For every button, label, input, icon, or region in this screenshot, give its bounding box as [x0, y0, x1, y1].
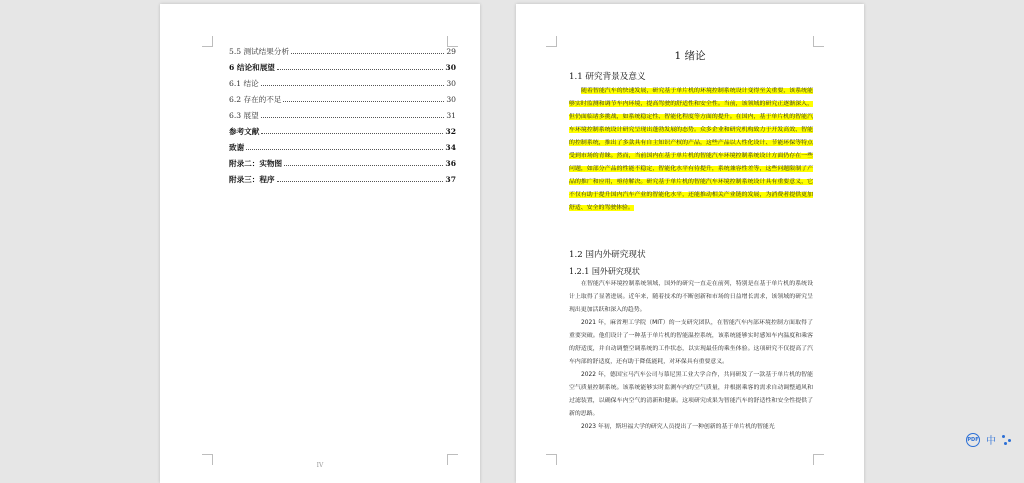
paragraph: 在智能汽车环境控制系统领域，国外的研究一直走在前列，特别是在基于单片机的系统设计上取得了显著进展。近年来，随着技术的不断创新和市场的日益增长需求，该领域的研究呈现出更加活跃和深入的趋势。	[569, 281, 813, 313]
paragraph: 2022 年，德国宝马汽车公司与慕尼黑工业大学合作，共同研发了一款基于单片机的智能空气质量控制系统。该系统能够实时监测车内的空气质量，并根据乘客的需求自动调整通风和过滤装置，以确保车内空气的清新和健康。这项研究成果为智能汽车的舒适性和安全性提供了新的思路。	[569, 372, 813, 417]
paragraph: 2023 年初，斯坦福大学的研究人员提出了一种创新的基于单片机的智能光	[581, 424, 775, 430]
toc-entry-title: 致谢	[229, 143, 245, 152]
page-corner-mark	[813, 454, 824, 465]
toc-entry-title: 6.3 展望	[229, 111, 259, 120]
page-corner-mark	[813, 36, 824, 47]
toc-entry-title: 6.2 存在的不足	[229, 95, 282, 104]
toc-entry[interactable]	[229, 62, 456, 78]
subsection-heading: 1.2.1 国外研究现状	[569, 267, 640, 276]
page-corner-mark	[202, 36, 213, 47]
toc-entry-page: 36	[445, 159, 456, 168]
section-heading: 1.2 国内外研究现状	[569, 250, 646, 260]
toc-entry-page: 30	[445, 63, 456, 72]
toc-entry-title: 附录三：程序	[229, 175, 275, 184]
toc-entry[interactable]	[229, 110, 456, 126]
content-page	[516, 4, 864, 483]
toc-entry-title: 6.1 结论	[229, 79, 259, 88]
highlighted-text[interactable]: 随着智能汽车的快速发展，研究基于单片机的环境控制系统设计变得至关重要，该系统能够实时监测和调节车内环境，提高驾驶的舒适性和安全性。当前，该领域的研究正逐渐深入，但仍面临诸多挑战，如系统稳定性、智能化程度等方面的提升。在国内，基于单片机的智能汽车环境控制系统设计研究呈现出蓬勃发展的态势。众多企业和研究机构致力于开发高效、智能的控制系统，推出了多款具有自主知识产权的产品，这些产品以人性化设计、节能环保等特点受到市场的青睐。然而，当前国内在基于单片机的智能汽车环境控制系统设计方面仍存在一些问题，如部分产品的性能不稳定，智能化水平有待提升，系统兼容性差等，这些问题限制了产品的推广和应用，亟待解决。研究基于单片机的智能汽车环境控制系统设计具有重要意义，它不仅有助于提升国内汽车产业的智能化水平，还能推动相关产业链的发展，为消费者提供更加舒适、安全的驾驶体验。	[569, 88, 813, 211]
toc-page	[160, 4, 480, 483]
toc-entry[interactable]	[229, 46, 456, 62]
toc-entry-title: 附录二：实物图	[229, 159, 283, 168]
toc-entry-title: 参考文献	[229, 127, 260, 136]
toc-entry-title: 6 结论和展望	[229, 63, 275, 72]
toc-entry[interactable]	[229, 126, 456, 142]
paragraph: 2021 年，麻省理工学院（MIT）的一支研究团队，在智能汽车内部环境控制方面取得了重要突破。他们设计了一种基于单片机的智能温控系统，该系统能够实时感知车内温度和乘客的舒适度，并自动调整空调系统的工作状态，以实现最佳的乘坐体验。这项研究不仅提高了汽车内部的舒适度，还有助于降低能耗，对环保具有重要意义。	[569, 320, 813, 365]
floating-widget	[966, 432, 1012, 447]
toc-entry[interactable]	[229, 78, 456, 94]
chapter-title: 1 绪论	[674, 50, 706, 62]
toc-entry-page: 30	[446, 95, 456, 104]
toc-entry-page: 32	[445, 127, 456, 136]
table-of-contents	[229, 46, 456, 190]
toc-entry[interactable]	[229, 94, 456, 110]
body-text	[569, 278, 813, 434]
highlighted-paragraph	[569, 85, 813, 215]
toc-entry[interactable]	[229, 142, 456, 158]
more-dots-icon[interactable]	[1002, 435, 1012, 445]
toc-entry[interactable]	[229, 174, 456, 190]
toc-entry-title: 5.5 测试结果分析	[229, 47, 290, 56]
toc-entry-page: 31	[446, 111, 456, 120]
toc-entry[interactable]	[229, 158, 456, 174]
toc-entry-page: 34	[445, 143, 456, 152]
toc-entry-page: 30	[446, 79, 456, 88]
pdf-tool-icon[interactable]: PDF	[966, 433, 980, 447]
toc-entry-page: 29	[446, 47, 456, 56]
section-heading: 1.1 研究背景及意义	[569, 72, 646, 82]
page-number: IV	[316, 462, 324, 469]
language-toggle[interactable]: 中	[986, 436, 996, 447]
page-corner-mark	[546, 36, 557, 47]
page-corner-mark	[546, 454, 557, 465]
toc-entry-page: 37	[445, 175, 456, 184]
